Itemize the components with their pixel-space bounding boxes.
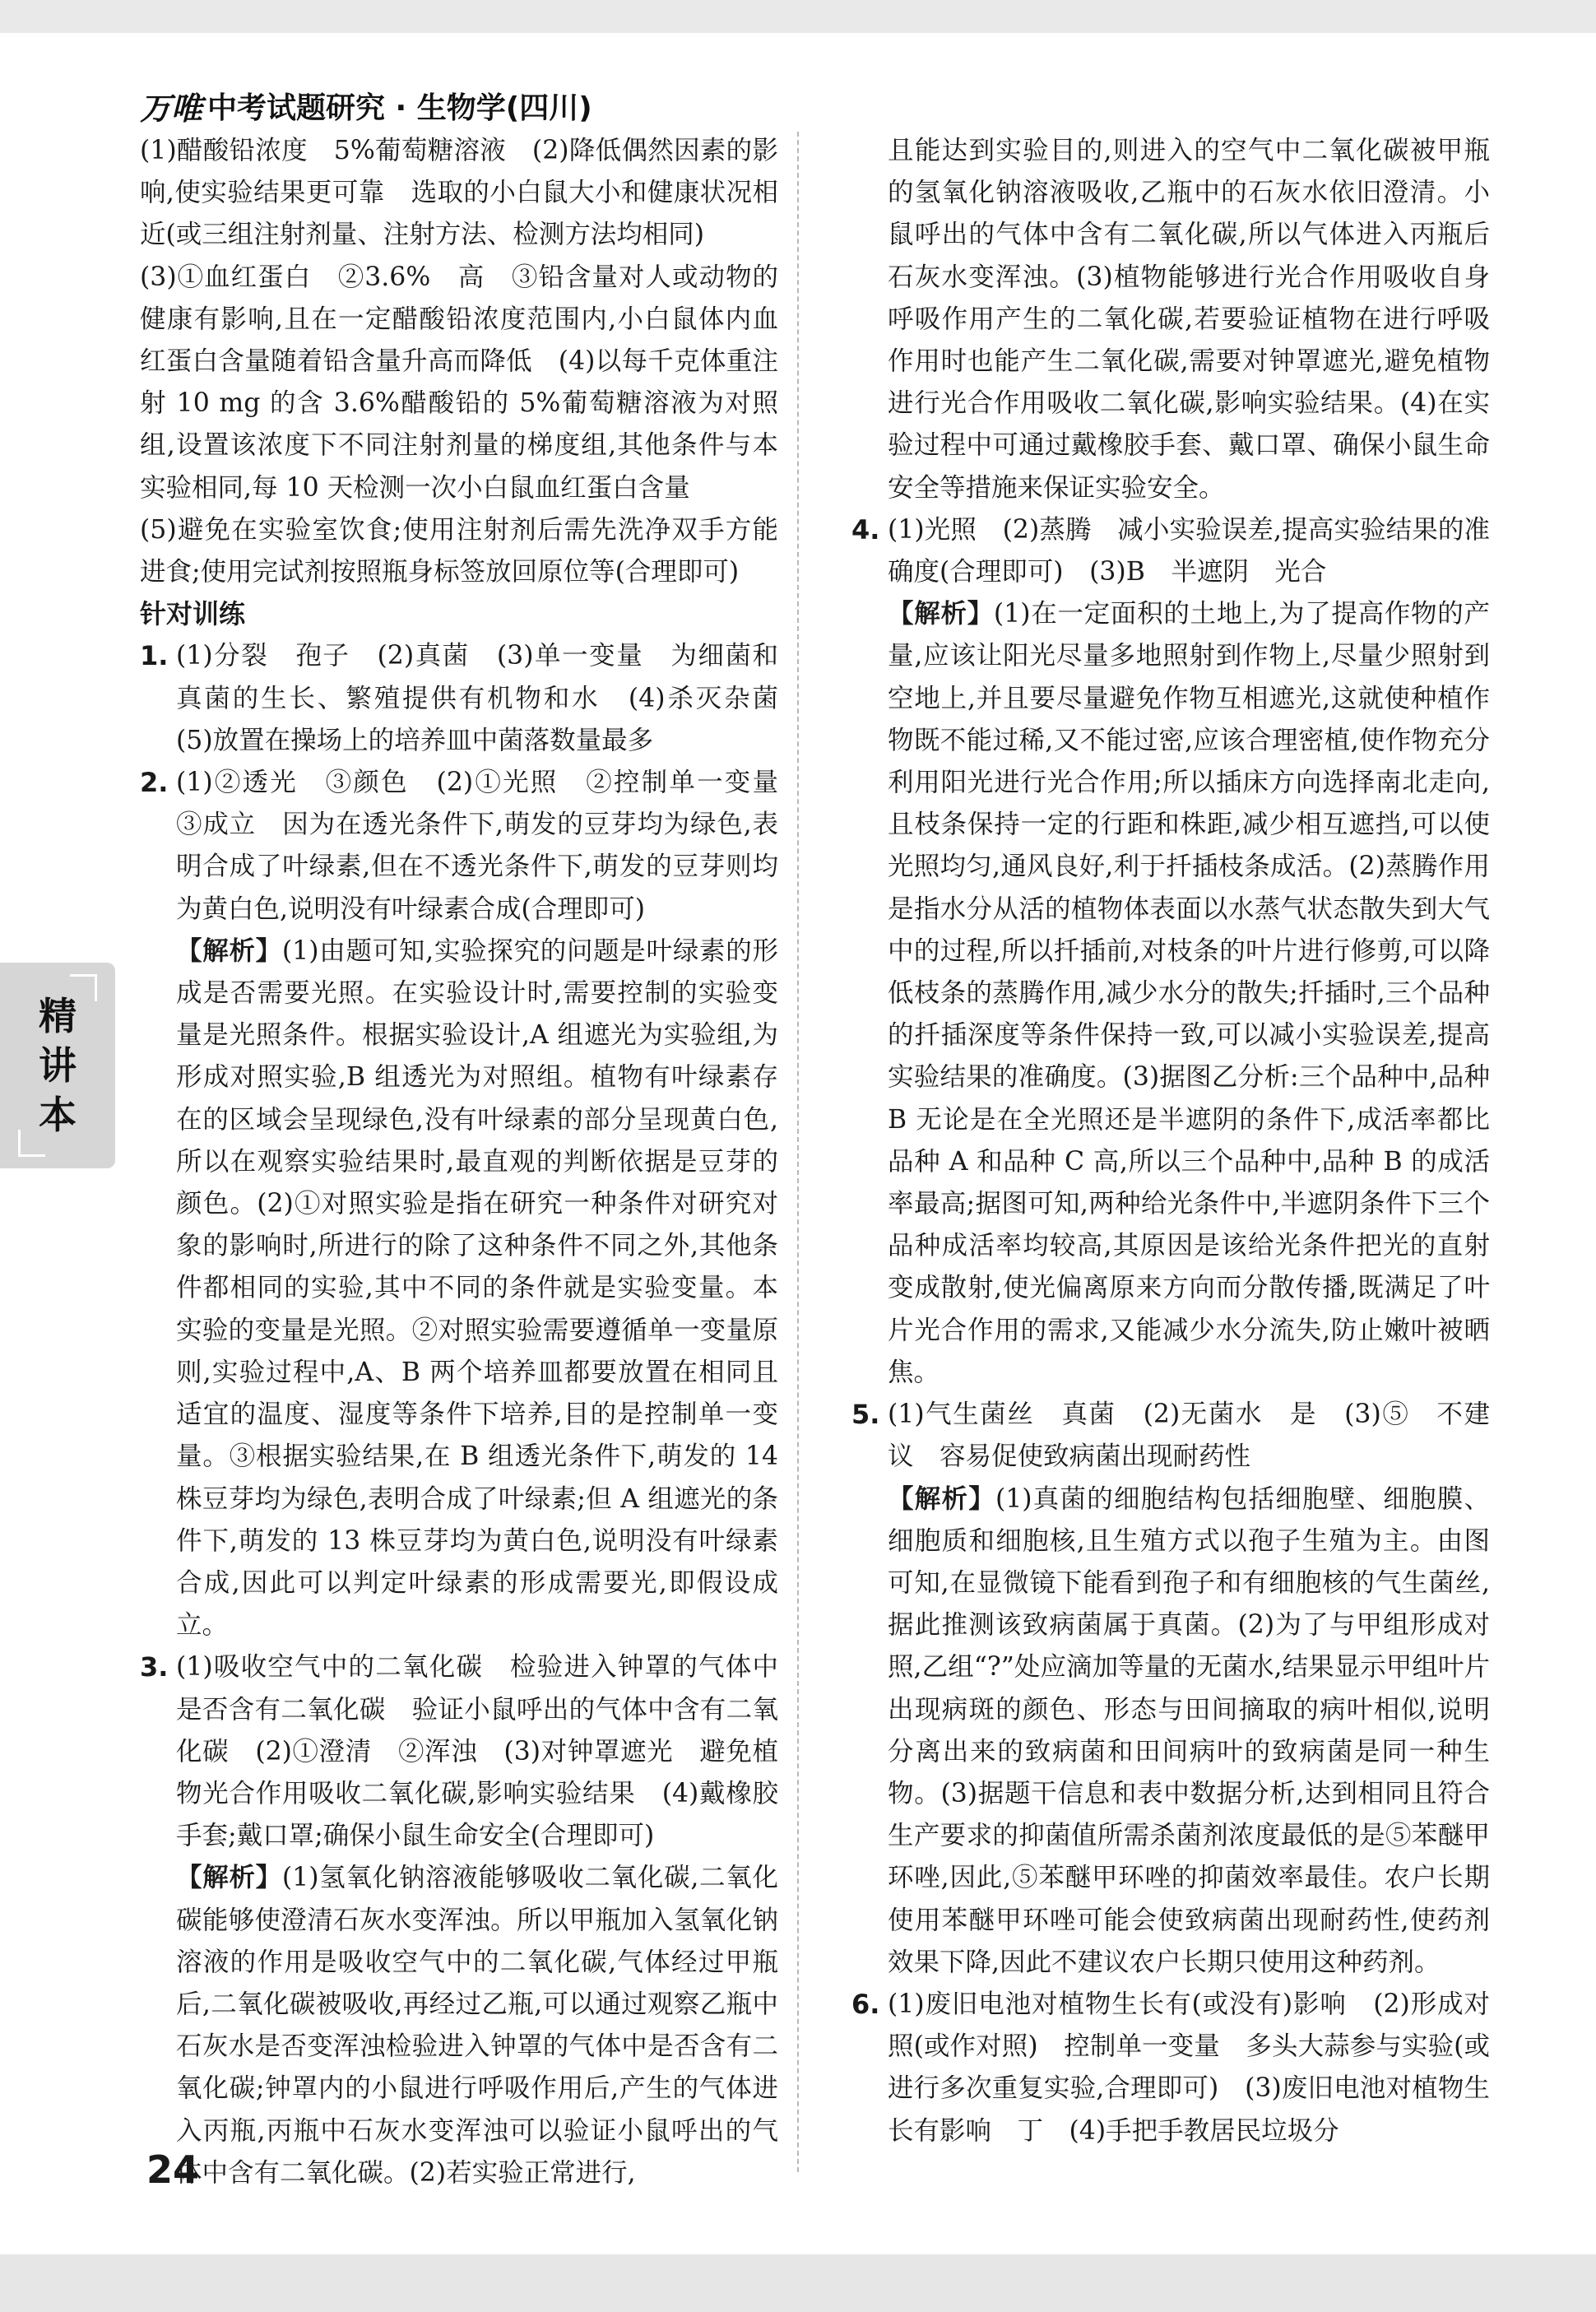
question-1 — [140, 635, 805, 762]
left-column — [140, 130, 805, 2194]
bracket-decoration — [18, 1130, 45, 1157]
answer-text: (1)光照 (2)蒸腾 减小实验误差,提高实验结果的准确度(合理即可) (3)B 半遮阴 光合 — [888, 514, 1490, 587]
header-title: 中考试题研究 · 生物学(四川) — [207, 91, 592, 125]
bottom-margin — [0, 2254, 1596, 2312]
analysis-3 — [140, 1857, 778, 2194]
question-2 — [140, 762, 805, 931]
question-3 — [140, 1646, 778, 1857]
page-header — [140, 81, 592, 130]
brand-logo: 万唯 — [140, 90, 203, 127]
question-number: 1. — [140, 640, 169, 672]
answer-text: (1)吸收空气中的二氧化碳 检验进入钟罩的气体中是否含有二氧化碳 验证小鼠呼出的气体中含有二氧化碳 (2)①澄清 ②浑浊 (3)对钟罩遮光 避免植物光合作用吸收二氧化碳,影响实验结果 (4)戴橡胶手套;戴口罩;确保小鼠生命安全(合理即可) — [176, 1652, 778, 1851]
bracket-decoration — [70, 974, 97, 1001]
question-number: 5. — [851, 1399, 880, 1431]
analysis-3-continued: 且能达到实验目的,则进入的空气中二氧化碳被甲瓶的氢氧化钠溶液吸收,乙瓶中的石灰水依旧澄清。小鼠呼出的气体中含有二氧化碳,所以气体进入丙瓶后石灰水变浑浊。(3)植物能够进行光合作用吸收自身呼吸作用产生的二氧化碳,若要验证植物在进行呼吸作用时也能产生二氧化碳,需要对钟罩遮光,避免植物进行光合作用吸收二氧化碳,影响实验结果。(4)在实验过程中可通过戴橡胶手套、戴口罩、确保小鼠生命安全等措施来保证实验安全。 — [888, 136, 1490, 503]
analysis-tag: 【解析】 — [176, 935, 282, 966]
question-5 — [851, 1394, 1490, 1478]
answer-text: (1)分裂 孢子 (2)真菌 (3)单一变量 为细菌和真菌的生长、繁殖提供有机物和水 (4)杀灭杂菌 (5)放置在操场上的培养皿中菌落数量最多 — [176, 641, 805, 755]
analysis-text: (1)由题可知,实验探究的问题是叶绿素的形成是否需要光照。在实验设计时,需要控制的实验变量是光照条件。根据实验设计,A 组遮光为实验组,为形成对照实验,B 组透光为对照组。植物有叶绿素存在的区域会呈现绿色,没有叶绿素的部分呈现黄白色,所以在观察实验结果时,最直观的判断依据是豆芽的颜色。(2)①对照实验是指在研究一种条件对研究对象的影响时,所进行的除了这种条件不同之外,其他条件都相同的实验,其中不同的条件就是实验变量。本实验的变量是光照。②对照实验需要遵循单一变量原则,实验过程中,A、B 两个培养皿都要放置在相同且适宜的温度、湿度等条件下培养,目的是控制单一变量。③根据实验结果,在 B 组透光条件下,萌发的 14 株豆芽均为绿色,表明合成了叶绿素;但 A 组遮光的条件下,萌发的 13 株豆芽均为黄白色,说明没有叶绿素合成,因此可以判定叶绿素的形成需要光,即假设成立。 — [176, 935, 778, 1641]
top-margin — [0, 0, 1596, 33]
analysis-text: (1)氢氧化钠溶液能够吸收二氧化碳,二氧化碳能够使澄清石灰水变浑浊。所以甲瓶加入氢氧化钠溶液的作用是吸收空气中的二氧化碳,气体经过甲瓶后,二氧化碳被吸收,再经过乙瓶,可以通过观察乙瓶中石灰水是否变浑浊检验进入钟罩的气体中是否含有二氧化碳;钟罩内的小鼠进行呼吸作用后,产生的气体进入丙瓶,丙瓶中石灰水变浑浊可以验证小鼠呼出的气体中含有二氧化碳。(2)若实验正常进行, — [176, 1863, 778, 2188]
analysis-2 — [140, 931, 778, 1646]
analysis-tag: 【解析】 — [176, 1863, 282, 1893]
column-divider — [797, 132, 799, 2172]
analysis-4 — [851, 593, 1490, 1394]
continued-answer-3: (5)避免在实验室饮食;使用注射剂后需先洗净双手方能进食;使用完试剂按照瓶身标签放回原位等(合理即可) — [140, 514, 778, 587]
analysis-tag: 【解析】 — [888, 599, 994, 629]
answer-text: (1)气生菌丝 真菌 (2)无菌水 是 (3)⑤ 不建议 容易促使致病菌出现耐药性 — [888, 1400, 1490, 1472]
section-title: 针对训练 — [140, 598, 246, 630]
analysis-text: (1)真菌的细胞结构包括细胞壁、细胞膜、细胞质和细胞核,且生殖方式以孢子生殖为主。由图可知,在显微镜下能看到孢子和有细胞核的气生菌丝,据此推测该致病菌属于真菌。(2)为了与甲组形成对照,乙组“?”处应滴加等量的无菌水,结果显示甲组叶片出现病斑的颜色、形态与田间摘取的病叶相似,说明分离出来的致病菌和田间病叶的致病菌是同一种生物。(3)据题干信息和表中数据分析,达到相同且符合生产要求的抑菌值所需杀菌剂浓度最低的是⑤苯醚甲环唑,因此,⑤苯醚甲环唑的抑菌效率最佳。农户长期使用苯醚甲环唑可能会使致病菌出现耐药性,使药剂效果下降,因此不建议农户长期只使用这种药剂。 — [888, 1483, 1490, 1977]
answer-text: (1)②透光 ③颜色 (2)①光照 ②控制单一变量 ③成立 因为在透光条件下,萌发的豆芽均为绿色,表明合成了叶绿素,但在不透光条件下,萌发的豆芽则均为黄白色,说明没有叶绿素合成(合理即可) — [176, 768, 805, 924]
analysis-text: (1)在一定面积的土地上,为了提高作物的产量,应该让阳光尽量多地照射到作物上,尽量少照射到空地上,并且要尽量避免作物互相遮光,这就使种植作物既不能过稀,又不能过密,应该合理密植,使作物充分利用阳光进行光合作用;所以插床方向选择南北走向,且枝条保持一定的行距和株距,减少相互遮挡,可以使光照均匀,通风良好,利于扦插枝条成活。(2)蒸腾作用是指水分从活的植物体表面以水蒸气状态散失到大气中的过程,所以扦插前,对枝条的叶片进行修剪,可以降低枝条的蒸腾作用,减少水分的散失;扦插时,三个品种的扦插深度等条件保持一致,可以减小实验误差,提高实验结果的准确度。(3)据图乙分析:三个品种中,品种 B 无论是在全光照还是半遮阴的条件下,成活率都比品种 A 和品种 C 高,所以三个品种中,品种 B 的成活率最高;据图可知,两种给光条件中,半遮阴条件下三个品种成活率均较高,其原因是该给光条件把光的直射变成散射,使光偏离原来方向而分散传播,既满足了叶片光合作用的需求,又能减少水分流失,防止嫩叶被晒焦。 — [888, 599, 1490, 1387]
analysis-5 — [851, 1479, 1490, 1984]
page-number: 24 — [146, 2147, 200, 2192]
analysis-tag: 【解析】 — [888, 1483, 995, 1514]
side-tab-char-3: 本 — [39, 1093, 77, 1137]
answer-text: (1)废旧电池对植物生长有(或没有)影响 (2)形成对照(或作对照) 控制单一变量 多头大蒜参与实验(或进行多次重复实验,合理即可) (3)废旧电池对植物生长有影响 丁 (4)手把手教居民垃圾分 — [888, 1989, 1490, 2146]
question-number: 6. — [851, 1988, 880, 2020]
side-tab-char-1: 精 — [39, 994, 77, 1038]
question-number: 4. — [851, 513, 880, 546]
continued-answer-1: (1)醋酸铅浓度 5%葡萄糖溶液 (2)降低偶然因素的影响,使实验结果更可靠 选取的小白鼠大小和健康状况相近(或三组注射剂量、注射方法、检测方法均相同) — [140, 136, 778, 250]
side-tab — [0, 963, 115, 1168]
side-tab-char-2: 讲 — [39, 1043, 77, 1088]
question-number: 2. — [140, 767, 169, 799]
question-6 — [851, 1984, 1490, 2152]
right-column — [851, 130, 1490, 2152]
question-number: 3. — [140, 1651, 169, 1683]
continued-answer-2: (3)①血红蛋白 ②3.6% 高 ③铅含量对人或动物的健康有影响,且在一定醋酸铅浓度范围内,小白鼠体内血红蛋白含量随着铅含量升高而降低 (4)以每千克体重注射 10 mg 的含 3.6%醋酸铅的 5%葡萄糖溶液为对照组,设置该浓度下不同注射剂量的梯度组,其他条件与本实验相同,每 10 天检测一次小白鼠血红蛋白含量 — [140, 262, 778, 503]
question-4 — [851, 509, 1490, 593]
